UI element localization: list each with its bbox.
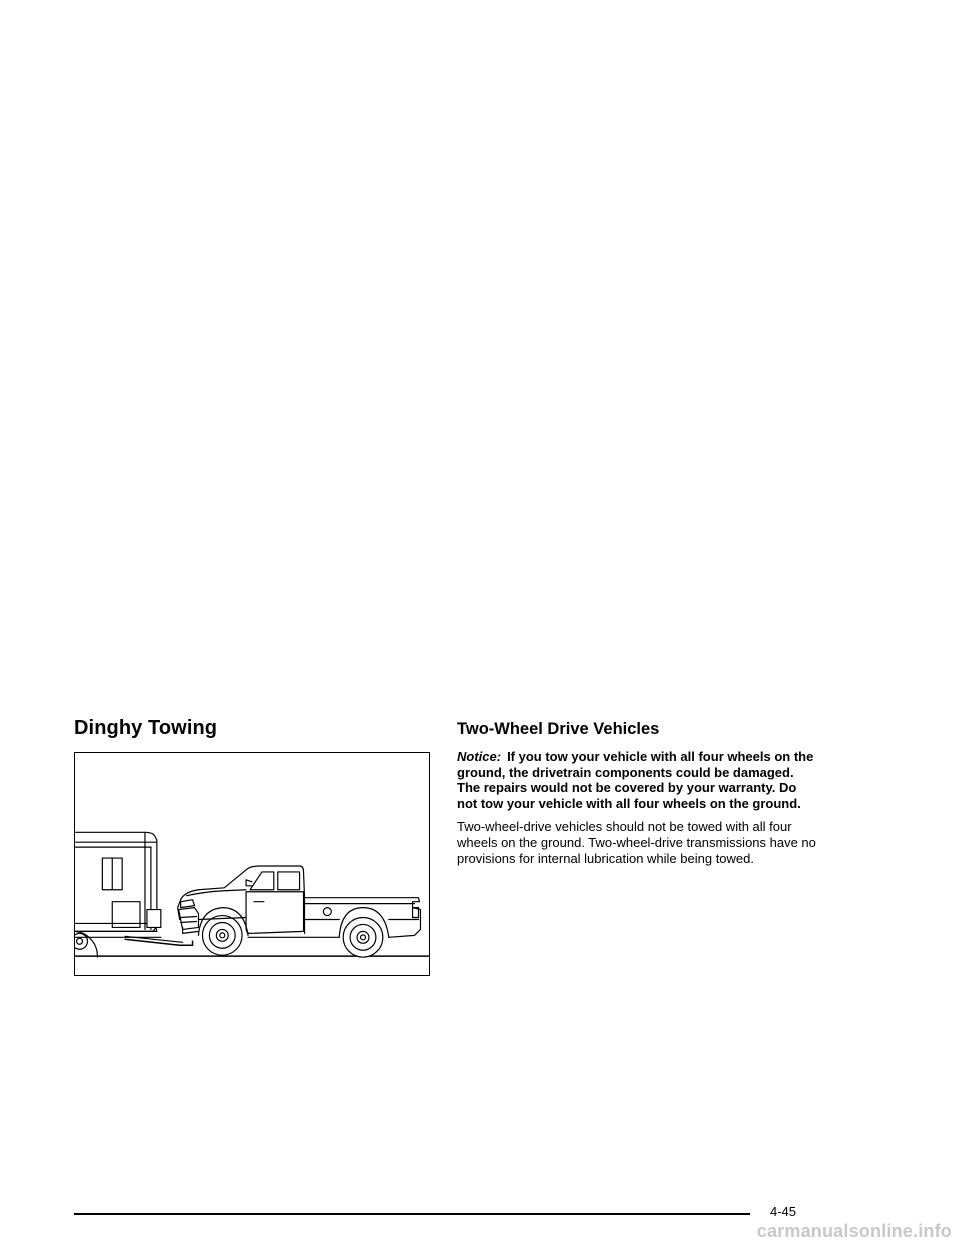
right-column: [457, 719, 817, 866]
page-number: 4-45: [770, 1204, 797, 1219]
body-paragraph: Two-wheel-drive vehicles should not be towed with all four wheels on the ground. Two-wheel-drive transmissions have no provisions for internal lubrication while being towed.: [457, 819, 816, 866]
truck-towed-behind-motorhome-image: [75, 753, 429, 975]
notice-paragraph: [457, 749, 817, 811]
notice-label: Notice:: [457, 749, 502, 764]
footer-rule: [74, 1213, 750, 1215]
notice-text: If you tow your vehicle with all four wheels on the ground, the drivetrain components could be damaged. The repairs would not be covered by your warranty. Do not tow your vehicle with all four wheels on the ground.: [457, 749, 814, 811]
sub-heading: Two-Wheel Drive Vehicles: [457, 720, 660, 738]
watermark: carmanualsonline.info: [756, 1221, 952, 1241]
dinghy-towing-illustration: [74, 752, 430, 976]
left-column: [74, 716, 432, 976]
section-heading: Dinghy Towing: [74, 717, 218, 739]
